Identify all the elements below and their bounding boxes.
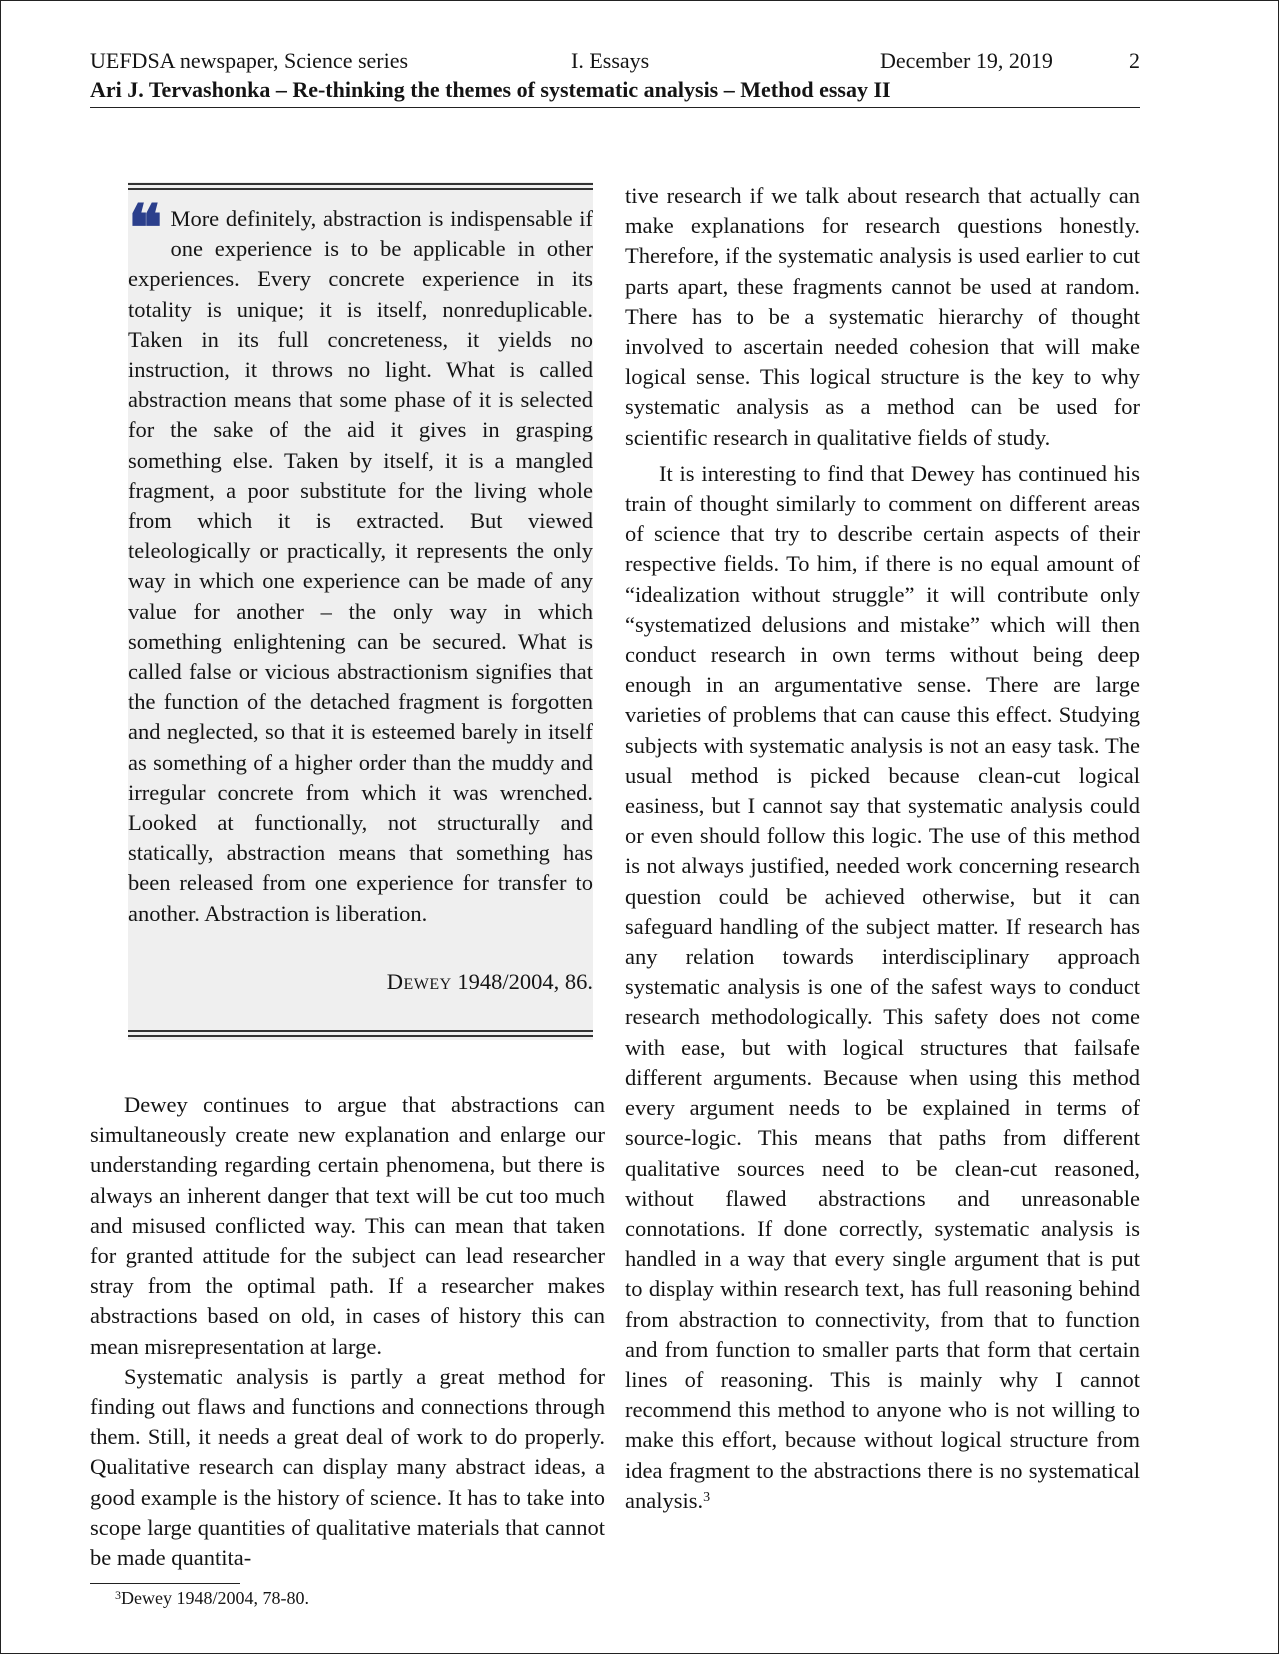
footnote: [115, 1588, 309, 1609]
footnote-reference[interactable]: 3: [703, 1489, 711, 1505]
quote-text-block: [128, 191, 593, 929]
citation-author: Dewey: [386, 969, 452, 994]
right-column: [625, 181, 1140, 1516]
quote-bottom-rule: [128, 1030, 593, 1032]
footnote-rule: [90, 1583, 240, 1584]
block-quote: [128, 182, 593, 1040]
body-paragraph: [625, 459, 1140, 1516]
quote-top-rule: [128, 183, 593, 185]
issue-date: December 19, 2019: [880, 48, 1053, 73]
journal-name: UEFDSA newspaper, Science series: [90, 48, 409, 73]
quote-text: More definitely, abstraction is indispensable if one experience is to be applicable in other experiences. Every concrete experience in its totality is unique; it is itself, nonreduplicable. Taken in its full concreteness, it yields no instruction, it throws no light. What is called abstraction means that some phase of it is selected for the sake of the aid it gives in grasping something else. Taken by itself, it is a mangled fragment, a poor substitute for the living whole from which it is extracted. But viewed teleologically or practically, it represents the only way in which one experience can be made of any value for another – the only way in which something enlightening can be secured. What is called false or vicious abstractionism signifies that the function of the detached fragment is forgotten and neglected, so that it is esteemed barely in itself as something of a higher order than the muddy and irregular concrete from which it was wrenched. Looked at functionally, not structurally and statically, abstraction means that something has been released from one experience for transfer to another. Abstraction is liberation.: [128, 206, 593, 926]
left-column: [90, 1090, 605, 1573]
running-header: [90, 48, 1140, 78]
quote-citation: [387, 969, 593, 995]
footnote-mark: 3: [115, 1588, 121, 1602]
section-name: I. Essays: [571, 48, 650, 73]
body-paragraph: Systematic analysis is partly a great method for finding out flaws and functions and connections through them. Still, it needs a great deal of work to do properly. Qualitative research can display many abstract ideas, a good example is the history of science. It has to take into scope large quantities of qualitative materials that cannot be made quantita-: [90, 1363, 605, 1571]
opening-quotation-mark-icon: ❝: [128, 191, 163, 266]
quote-top-rule-inner: [128, 188, 593, 190]
footnote-text: Dewey 1948/2004, 78-80.: [121, 1588, 309, 1608]
quote-bottom-rule-inner: [128, 1035, 593, 1037]
article-title-line: Ari J. Tervashonka – Re-thinking the themes of systematic analysis – Method essay II: [90, 77, 891, 102]
page-number: 2: [1129, 48, 1140, 73]
body-paragraph: tive research if we talk about research that actually can make explanations for research questions honestly. Therefore, if the systematic analysis is used earlier to cut parts apart, these fragments cannot be used at random. There has to be a systematic hierarchy of thought involved to ascertain needed cohesion that will make logical sense. This logical structure is the key to why systematic analysis as a method can be used for scientific research in qualitative fields of study.: [625, 183, 1140, 450]
header-rule: [90, 107, 1140, 108]
paragraph-text: It is interesting to find that Dewey has continued his train of thought similarly to comment on different areas of science that try to describe certain aspects of their respective fields. To him, if there is no equal amount of “idealization without struggle” it will contribute only “systematized delusions and mistake” which will then conduct research in own terms without being deep enough in an argumentative sense. There are large varieties of problems that can cause this effect. Studying subjects with systematic analysis is not an easy task. The usual method is picked because clean-cut logical easiness, but I cannot say that systematic analysis could or even should follow this logic. The use of this method is not always justified, needed work concerning research question could be achieved otherwise, but it can safeguard handling of the subject matter. If research has any relation towards interdisciplinary approach systematic analysis is one of the safest ways to conduct research methodologically. This safety does not come with ease, but with logical structures that failsafe different arguments. Because when using this method every argument needs to be explained in terms of source-logic. This means that paths from different qualitative sources need to be clean-cut reasoned, without flawed abstractions and unreasonable connotations. If done correctly, systematic analysis is handled in a way that every single argument that is put to display within research text, has full reasoning behind from abstraction to connectivity, from that to function and from function to smaller parts that form that certain lines of reasoning. This is mainly why I cannot recommend this method to anyone who is not willing to make this effort, because without logical structure from idea fragment to the abstractions there is no systematical analysis.: [625, 460, 1140, 1513]
body-paragraph: Dewey continues to argue that abstractions can simultaneously create new explanation and enlarge our understanding regarding certain phenomena, but there is always an inherent danger that text will be cut too much and misused conflicted way. This can mean that taken for granted attitude for the subject can lead researcher stray from the optimal path. If a researcher makes abstractions based on old, in cases of history this can mean misrepresentation at large.: [90, 1092, 605, 1359]
citation-reference: 1948/2004, 86.: [451, 969, 593, 994]
